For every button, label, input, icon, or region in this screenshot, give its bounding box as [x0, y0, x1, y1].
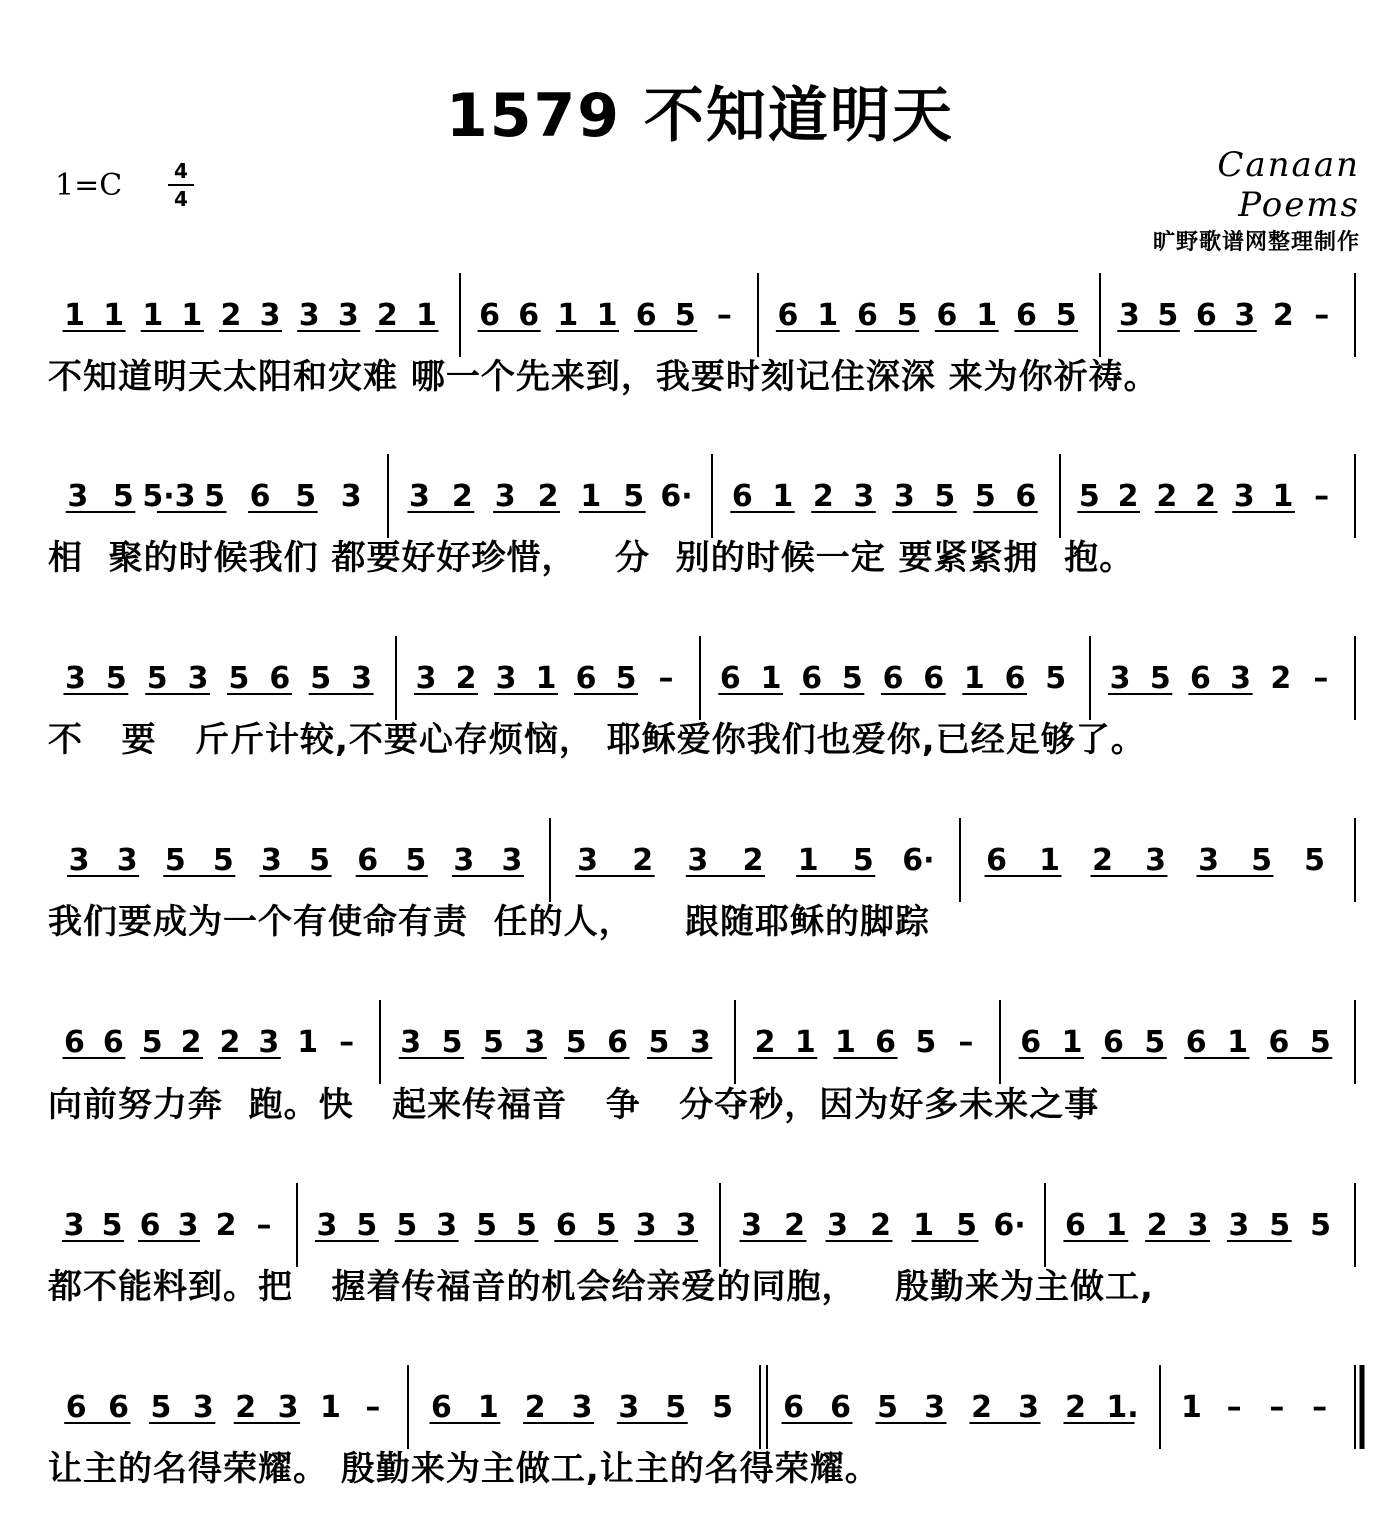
note: 5 — [212, 843, 234, 878]
meter-bottom: 4 — [174, 187, 188, 211]
note: 3 — [1228, 1208, 1250, 1243]
note: 3 — [1118, 298, 1140, 333]
note: 5 — [295, 479, 317, 514]
note: 1 — [817, 298, 839, 333]
note: 6 — [102, 1025, 124, 1060]
note: 3 — [177, 1208, 199, 1243]
note: 3 — [495, 661, 517, 696]
note: 6 — [575, 661, 597, 696]
note: 1 — [1061, 1025, 1083, 1060]
note: 2 — [537, 479, 559, 514]
note: 6 — [357, 843, 379, 878]
note: 1 — [797, 843, 819, 878]
note: 5 — [204, 479, 225, 514]
note: 6 — [936, 298, 958, 333]
note: 6 — [1268, 1025, 1290, 1060]
note: 3 — [408, 479, 430, 514]
dash-symbol: – — [1314, 298, 1330, 333]
note: 3 — [1230, 661, 1252, 696]
note: 1 — [142, 298, 164, 333]
note: 3 — [68, 843, 90, 878]
note: 5 — [974, 479, 996, 514]
note: 1 — [1272, 479, 1294, 514]
note: 3 — [501, 843, 523, 878]
note: 6 — [986, 843, 1007, 878]
note: 5 — [1309, 1025, 1331, 1060]
note: 6 — [249, 479, 271, 514]
note: 5 — [476, 1208, 497, 1243]
note: 1 — [103, 298, 125, 333]
note: 2 — [742, 843, 764, 878]
note: 6 — [1015, 298, 1037, 333]
note: 6 — [607, 1025, 628, 1060]
note: 1 — [580, 479, 602, 514]
note: 2 — [1065, 1390, 1086, 1425]
note: 1 — [596, 298, 618, 333]
dash-symbol: – — [1312, 1390, 1328, 1425]
note: 3 — [340, 479, 362, 514]
note: 6 — [430, 1390, 452, 1425]
note: 5·3 — [142, 479, 196, 514]
note: 2 — [870, 1208, 891, 1243]
note: 6 — [269, 661, 291, 696]
note: 5 — [405, 843, 427, 878]
dash-symbol: – — [658, 661, 674, 696]
note: 5 — [164, 843, 186, 878]
note: 5 — [1078, 479, 1100, 514]
lyric-line-2: 相 聚的时候我们 都要好好珍惜， 分 别的时候一定 要紧紧拥 抱。 — [48, 538, 1135, 578]
note: 3 — [192, 1390, 214, 1425]
note: 5 — [105, 661, 127, 696]
note: 3 — [436, 1208, 458, 1243]
note: 3 — [893, 479, 915, 514]
note: 1 — [416, 298, 437, 333]
note: 1 — [760, 661, 782, 696]
note: 3 — [316, 1208, 338, 1243]
note: 6 — [555, 1208, 577, 1243]
note: 6 — [719, 661, 741, 696]
note: 1 — [181, 298, 203, 333]
note: 2 — [754, 1025, 776, 1060]
note: 1 — [1227, 1025, 1248, 1060]
note: 1 — [477, 1390, 499, 1425]
lyric-line-5: 向前努力奔 跑。快 起来传福音 争 分夺秒，因为好多未来之事 — [48, 1085, 1100, 1125]
note: 5 — [956, 1208, 977, 1243]
note: 5 — [141, 1025, 163, 1060]
note: 5 — [665, 1390, 687, 1425]
note: 2 — [1195, 479, 1216, 514]
dash-symbol: – — [716, 298, 732, 333]
note: 6 — [856, 298, 878, 333]
note: 6 — [882, 661, 904, 696]
meter-top: 4 — [174, 159, 188, 183]
note: 2 — [451, 479, 473, 514]
note: 2 — [1270, 661, 1292, 696]
note: 5 — [309, 843, 330, 878]
note: 3 — [1145, 843, 1166, 878]
note: 6 — [875, 1025, 897, 1060]
note: 2 — [455, 661, 477, 696]
note: 3 — [116, 843, 138, 878]
note: 1 — [64, 298, 85, 333]
key-signature: 1=C — [55, 168, 123, 203]
note: 5 — [150, 1390, 172, 1425]
note: 6 — [1004, 661, 1026, 696]
note: 6 — [518, 298, 540, 333]
note: 3 — [924, 1390, 945, 1425]
note: 5 — [1269, 1208, 1291, 1243]
dash-symbol: – — [1314, 479, 1330, 514]
note: 2 — [812, 479, 834, 514]
note: 1 — [834, 1025, 856, 1060]
note: 5 — [1045, 661, 1067, 696]
dash-symbol: – — [1313, 661, 1329, 696]
note: 5 — [1149, 661, 1171, 696]
note: 2 — [784, 1208, 805, 1243]
note: 1 — [963, 661, 985, 696]
note: 3 — [63, 1208, 85, 1243]
lyric-line-7: 让主的名得荣耀。 殷勤来为主做工,让主的名得荣耀。 — [48, 1449, 880, 1489]
note: 1 — [1105, 1208, 1127, 1243]
note: 6 — [1185, 1025, 1207, 1060]
note: 3 — [1234, 298, 1256, 333]
note: 5 — [112, 479, 134, 514]
note: 2 — [632, 843, 654, 878]
note: 1 — [320, 1390, 341, 1425]
note: 2 — [1146, 1208, 1168, 1243]
note: 5 — [841, 661, 863, 696]
note: 3 — [675, 1208, 697, 1243]
note: 5 — [1144, 1025, 1166, 1060]
dash-symbol: – — [1269, 1390, 1285, 1425]
note: 6 — [1064, 1208, 1086, 1243]
lyric-line-6: 都不能料到。把 握着传福音的机会给亲爱的同胞， 殷勤来为主做工, — [48, 1267, 1154, 1307]
note: 3 — [337, 298, 359, 333]
note: 2 — [971, 1390, 992, 1425]
note: 5 — [1157, 298, 1179, 333]
note: 3 — [298, 298, 320, 333]
note: 5 — [441, 1025, 463, 1060]
note: 5 — [1055, 298, 1077, 333]
note: 6 — [65, 1390, 87, 1425]
note: 6 — [923, 661, 945, 696]
note: 3 — [400, 1025, 422, 1060]
note: 3 — [1233, 479, 1255, 514]
note: 2 — [1156, 479, 1178, 514]
note: 6 — [1195, 298, 1217, 333]
dash-symbol: – — [256, 1208, 272, 1243]
note: 5 — [101, 1208, 123, 1243]
note: 2 — [235, 1390, 257, 1425]
note: 3 — [687, 843, 709, 878]
note: 5 — [915, 1025, 937, 1060]
note: 3 — [277, 1390, 299, 1425]
note: 3 — [853, 479, 875, 514]
note: 5 — [310, 661, 332, 696]
note: 6 — [1020, 1025, 1042, 1060]
note: 1 — [557, 298, 579, 333]
note: 2 — [220, 298, 242, 333]
lyric-line-1: 不知道明天太阳和灾难 哪一个先来到，我要时刻记住深深 来为你祈祷。 — [48, 357, 1159, 397]
lyric-line-4: 我们要成为一个有使命有责 任的人， 跟随耶稣的脚踪 — [48, 902, 931, 942]
note: 2 — [1272, 298, 1294, 333]
note: 5 — [483, 1025, 504, 1060]
note: 6· — [660, 479, 693, 514]
note: 5 — [877, 1390, 898, 1425]
note: 1 — [535, 661, 557, 696]
note: 1 — [976, 298, 998, 333]
note: 6 — [1015, 479, 1037, 514]
note: 5 — [1304, 843, 1325, 878]
note: 6 — [777, 298, 799, 333]
note: 5 — [712, 1390, 734, 1425]
note: 3 — [351, 661, 372, 696]
note: 3 — [259, 298, 281, 333]
note: 1 — [1180, 1390, 1202, 1425]
note: 3 — [571, 1390, 593, 1425]
note: 6 — [801, 661, 823, 696]
brand-subtitle: 旷野歌谱网整理制作 — [1152, 230, 1360, 255]
note: 3 — [524, 1025, 546, 1060]
note: 6 — [1189, 661, 1211, 696]
note: 5 — [648, 1025, 670, 1060]
note: 2 — [1092, 843, 1113, 878]
note: 1 — [913, 1208, 934, 1243]
note: 3 — [453, 843, 475, 878]
note: 3 — [1018, 1390, 1039, 1425]
note: 1 — [772, 479, 794, 514]
note: 3 — [67, 479, 89, 514]
lyric-line-3: 不 要 斤斤计较,不要心存烦恼， 耶稣爱你我们也爱你,已经足够了。 — [48, 720, 1146, 760]
note: 3 — [261, 843, 282, 878]
note: 3 — [827, 1208, 848, 1243]
note: 2 — [215, 1208, 237, 1243]
note: 5 — [852, 843, 874, 878]
note: 3 — [415, 661, 437, 696]
note: 5 — [516, 1208, 537, 1243]
note: 3 — [65, 661, 86, 696]
note: 6 — [783, 1390, 804, 1425]
note: 5 — [934, 479, 956, 514]
note: 6 — [635, 298, 657, 333]
dash-symbol: – — [365, 1390, 381, 1425]
note: 3 — [494, 479, 516, 514]
note: 5 — [674, 298, 696, 333]
note: 5 — [565, 1025, 587, 1060]
note: 2 — [376, 298, 398, 333]
note: 6 — [108, 1390, 129, 1425]
dash-symbol: – — [1226, 1390, 1242, 1425]
note: 5 — [896, 298, 918, 333]
dash-symbol: – — [958, 1025, 974, 1060]
note: 3 — [577, 843, 599, 878]
note: 3 — [618, 1390, 640, 1425]
note: 2 — [1117, 479, 1139, 514]
note: 5 — [623, 479, 645, 514]
note: 6· — [993, 1208, 1026, 1243]
note: 5 — [146, 661, 168, 696]
note: 2 — [524, 1390, 546, 1425]
brand-script: Canaan Poems — [1217, 145, 1360, 225]
note: 5 — [228, 661, 250, 696]
note: 1 — [1039, 843, 1060, 878]
note: 6 — [139, 1208, 161, 1243]
note: 3 — [258, 1025, 280, 1060]
dash-symbol: – — [339, 1025, 355, 1060]
note: 3 — [1198, 843, 1219, 878]
note: 5 — [1251, 843, 1272, 878]
note: 6 — [1103, 1025, 1124, 1060]
note: 5 — [356, 1208, 378, 1243]
note: 5 — [595, 1208, 617, 1243]
note: 1 — [297, 1025, 319, 1060]
note: 5 — [396, 1208, 418, 1243]
note: 6· — [902, 843, 935, 878]
note: 6 — [830, 1390, 851, 1425]
note: 3 — [689, 1025, 711, 1060]
note: 2 — [219, 1025, 241, 1060]
note: 6 — [64, 1025, 85, 1060]
note: 1. — [1106, 1390, 1139, 1425]
note: 2 — [180, 1025, 202, 1060]
note: 3 — [1109, 661, 1131, 696]
note: 3 — [187, 661, 209, 696]
note: 5 — [1310, 1208, 1332, 1243]
note: 3 — [741, 1208, 762, 1243]
note: 6 — [479, 298, 501, 333]
note: 5 — [615, 661, 637, 696]
note: 6 — [731, 479, 753, 514]
note: 3 — [1187, 1208, 1209, 1243]
note: 1 — [794, 1025, 816, 1060]
note: 3 — [635, 1208, 657, 1243]
song-title: 1579 不知道明天 — [446, 81, 954, 151]
